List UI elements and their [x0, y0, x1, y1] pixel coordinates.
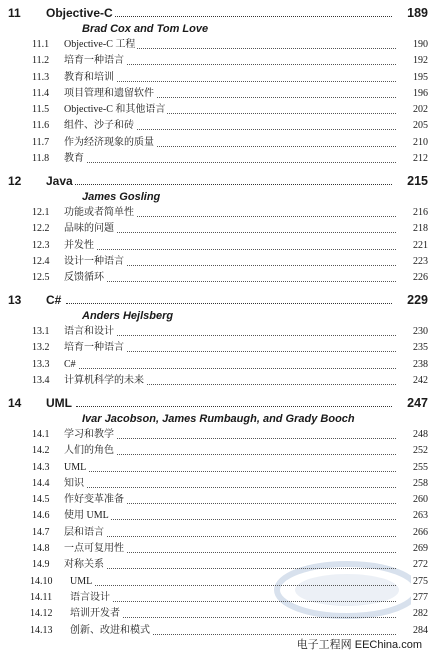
- section-page: 230: [411, 324, 428, 340]
- toc-entry[interactable]: [0, 238, 436, 254]
- section-title: 语言设计: [70, 590, 112, 606]
- section-number: 14.3: [32, 461, 50, 473]
- toc-entry[interactable]: [0, 541, 436, 557]
- section-title: 教育: [64, 151, 86, 167]
- section-title: UML: [64, 460, 88, 476]
- section-title: 项目管理和遗留软件: [64, 86, 156, 102]
- toc-entry[interactable]: [0, 525, 436, 541]
- section-title: 培育一种语言: [64, 53, 126, 69]
- chapter-page: 189: [407, 6, 428, 20]
- section-title: 教育和培训: [64, 70, 116, 86]
- section-title: 学习和教学: [64, 427, 116, 443]
- chapter-author: Anders Hejlsberg: [82, 310, 174, 322]
- dot-leader: [64, 249, 396, 250]
- section-title: 对称关系: [64, 557, 106, 573]
- section-page: 238: [411, 357, 428, 373]
- section-number: 14.9: [32, 559, 50, 571]
- section-title: 作为经济现象的质量: [64, 135, 156, 151]
- section-page: 195: [411, 70, 428, 86]
- section-number: 13.3: [32, 358, 50, 370]
- section-title: 品味的问题: [64, 221, 116, 237]
- section-title: C#: [64, 357, 78, 373]
- toc-entry[interactable]: [0, 476, 436, 492]
- section-title: 人们的角色: [64, 443, 116, 459]
- section-page: 284: [411, 623, 428, 639]
- section-number: 12.5: [32, 272, 50, 284]
- toc-entry[interactable]: [0, 37, 436, 53]
- toc-entry[interactable]: [0, 135, 436, 151]
- chapter-rule: [76, 406, 392, 407]
- toc-entry[interactable]: [0, 357, 436, 373]
- section-number: 14.13: [30, 624, 53, 636]
- section-page: 218: [411, 221, 428, 237]
- section-page: 226: [411, 270, 428, 286]
- section-page: 258: [411, 476, 428, 492]
- toc-entry[interactable]: [0, 270, 436, 286]
- chapter-number: 14: [8, 396, 22, 410]
- chapter-title[interactable]: C#: [46, 293, 62, 307]
- chapter-number: 11: [8, 6, 21, 20]
- section-number: 14.4: [32, 477, 50, 489]
- chapter-rule: [66, 303, 392, 304]
- dot-leader: [64, 162, 396, 163]
- section-number: 12.4: [32, 255, 50, 267]
- section-title: 设计一种语言: [64, 254, 126, 270]
- dot-leader: [70, 601, 396, 602]
- section-title: 知识: [64, 476, 86, 492]
- section-title: 层和语言: [64, 525, 106, 541]
- section-title: 使用 UML: [64, 508, 111, 524]
- section-page: 282: [411, 606, 428, 622]
- section-number: 14.5: [32, 494, 50, 506]
- chapter-title[interactable]: Java: [46, 174, 73, 188]
- chapter-heading: [0, 172, 436, 189]
- section-number: 14.10: [30, 575, 53, 587]
- chapter-12: [0, 172, 436, 286]
- chapter-heading: [0, 291, 436, 308]
- section-title: 一点可复用性: [64, 541, 126, 557]
- section-title: 组件、沙子和砖: [64, 118, 136, 134]
- toc-entry[interactable]: [0, 205, 436, 221]
- section-title: 语言和设计: [64, 324, 116, 340]
- section-number: 11.3: [32, 71, 50, 83]
- chapter-author: Ivar Jacobson, James Rumbaugh, and Grady Booch: [82, 413, 355, 425]
- section-number: 12.1: [32, 207, 50, 218]
- section-number: 14.2: [32, 445, 50, 457]
- toc-entry[interactable]: [0, 340, 436, 356]
- dot-leader: [64, 487, 396, 488]
- toc-entry[interactable]: [0, 460, 436, 476]
- chapter-number: 12: [8, 174, 22, 188]
- toc-entry[interactable]: [0, 508, 436, 524]
- section-title: 并发性: [64, 238, 96, 254]
- section-page: 216: [411, 205, 428, 221]
- chapter-author: James Gosling: [82, 191, 161, 203]
- section-number: 13.1: [32, 326, 50, 337]
- section-page: 190: [411, 37, 428, 53]
- section-title: 反馈循环: [64, 270, 106, 286]
- section-page: 205: [411, 118, 428, 134]
- chapter-page: 229: [407, 293, 428, 307]
- toc-entry[interactable]: [0, 492, 436, 508]
- dot-leader: [64, 519, 396, 520]
- footer-source: 电子工程网 EEChina.com: [296, 639, 422, 651]
- section-title: UML: [70, 574, 94, 590]
- chapter-page: 247: [407, 396, 428, 410]
- section-page: 252: [411, 443, 428, 459]
- section-number: 12.3: [32, 239, 50, 251]
- dot-leader: [64, 281, 396, 282]
- section-number: 11.1: [32, 39, 50, 50]
- toc-entry[interactable]: [0, 221, 436, 237]
- section-title: 培训开发者: [70, 606, 122, 622]
- section-title: Objective-C 工程: [64, 37, 137, 53]
- section-page: 263: [411, 508, 428, 524]
- chapter-13: [0, 291, 436, 389]
- dot-leader: [64, 568, 396, 569]
- toc-entry[interactable]: [0, 53, 436, 69]
- dot-leader: [70, 585, 396, 586]
- dot-leader: [64, 368, 396, 369]
- toc-entry[interactable]: [0, 443, 436, 459]
- section-number: 14.6: [32, 510, 50, 522]
- chapter-title[interactable]: UML: [46, 396, 72, 410]
- section-page: 272: [411, 557, 428, 573]
- section-page: 277: [411, 590, 428, 606]
- section-page: 242: [411, 373, 428, 389]
- section-title: 功能或者简单性: [64, 205, 136, 221]
- section-number: 14.7: [32, 526, 50, 538]
- toc-entry[interactable]: [0, 427, 436, 443]
- section-page: 275: [411, 574, 428, 590]
- chapter-title[interactable]: Objective-C: [46, 6, 113, 20]
- chapter-heading: [0, 4, 436, 21]
- toc-entry[interactable]: [0, 254, 436, 270]
- toc-entry[interactable]: [0, 102, 436, 118]
- section-page: 223: [411, 254, 428, 270]
- section-page: 269: [411, 541, 428, 557]
- chapter-author: Brad Cox and Tom Love: [82, 23, 209, 35]
- toc-entry[interactable]: [0, 373, 436, 389]
- section-page: 196: [411, 86, 428, 102]
- section-title: 创新、改进和模式: [70, 623, 152, 639]
- section-page: 210: [411, 135, 428, 151]
- section-number: 14.1: [32, 429, 50, 440]
- chapter-rule: [112, 16, 392, 17]
- section-number: 11.7: [32, 136, 50, 148]
- section-number: 14.12: [30, 608, 53, 620]
- chapter-rule: [70, 184, 392, 185]
- dot-leader: [64, 536, 396, 537]
- section-page: 202: [411, 102, 428, 118]
- section-page: 260: [411, 492, 428, 508]
- section-number: 13.2: [32, 342, 50, 354]
- section-page: 212: [411, 151, 428, 167]
- toc-entry[interactable]: [0, 151, 436, 167]
- chapter-page: 215: [407, 174, 428, 188]
- section-number: 11.6: [32, 120, 50, 132]
- toc-entry[interactable]: [0, 70, 436, 86]
- section-page: 192: [411, 53, 428, 69]
- section-number: 12.2: [32, 223, 50, 235]
- section-page: 235: [411, 340, 428, 356]
- section-number: 11.8: [32, 153, 50, 165]
- section-number: 11.5: [32, 104, 50, 116]
- toc-entry[interactable]: [0, 118, 436, 134]
- section-page: 221: [411, 238, 428, 254]
- section-title: 计算机科学的未来: [64, 373, 146, 389]
- chapter-number: 13: [8, 293, 22, 307]
- section-title: Objective-C 和其他语言: [64, 102, 167, 118]
- section-page: 266: [411, 525, 428, 541]
- section-number: 11.4: [32, 87, 50, 99]
- section-title: 作好变革准备: [64, 492, 126, 508]
- chapter-heading: [0, 394, 436, 411]
- dot-leader: [64, 471, 396, 472]
- chapter-11: [0, 4, 436, 167]
- toc-entry[interactable]: [0, 86, 436, 102]
- section-number: 13.4: [32, 374, 50, 386]
- section-number: 11.2: [32, 55, 50, 67]
- toc-entry[interactable]: [0, 324, 436, 340]
- section-number: 14.8: [32, 543, 50, 555]
- section-page: 248: [411, 427, 428, 443]
- section-page: 255: [411, 460, 428, 476]
- section-number: 14.11: [30, 591, 53, 603]
- section-title: 培育一种语言: [64, 340, 126, 356]
